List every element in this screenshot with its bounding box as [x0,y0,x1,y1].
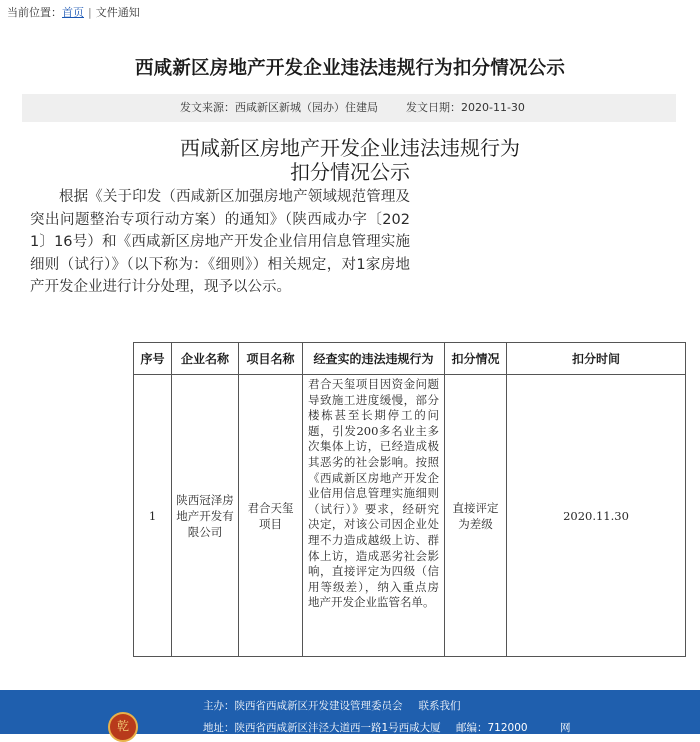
page-title: 西咸新区房地产开发企业违法违规行为扣分情况公示 [134,58,566,79]
header-no: 序号 [134,343,172,375]
contact-us-link[interactable]: 联系我们 [418,700,461,712]
breadcrumb [7,4,140,22]
header-penalty: 扣分情况 [445,343,507,375]
intro-paragraph: 根据《关于印发（西咸新区加强房地产领域规范管理及突出问题整治专项行动方案）的通知》（陕西咸办字〔2021〕16号）和《西咸新区房地产开发企业信用信息管理实施细则（试行）》（以下称为：《细则》）相关规定，对1家房地产开发企业进行计分处理，现予以公示。 [30,189,410,295]
table-row [134,375,686,657]
cell-penalty: 直接评定为差级 [445,375,507,657]
header-company: 企业名称 [172,343,239,375]
footer-postcode: 邮编：712000 [456,722,528,734]
header-time: 扣分时间 [507,343,686,375]
footer-address: 地址：陕西省西咸新区沣泾大道西一路1号西咸大厦 [203,722,441,734]
breadcrumb-label: 当前位置： [7,6,62,19]
document-title [130,136,570,184]
breadcrumb-current: 文件通知 [95,6,140,19]
article-meta-bar [22,94,676,122]
footer-sponsor-row [203,698,461,713]
cell-project: 君合天玺项目 [239,375,303,657]
document-title-line1: 西咸新区房地产开发企业违法违规行为 [180,136,520,160]
site-footer [0,690,700,734]
document-title-line2: 扣分情况公示 [290,160,410,184]
penalty-table [133,342,686,657]
site-emblem-icon [108,712,138,742]
emblem-glyph: 乾 [116,719,129,733]
article-date: 发文日期：2020-11-30 [406,101,525,114]
cell-time: 2020.11.30 [507,375,686,657]
header-project: 项目名称 [239,343,303,375]
footer-sponsor: 主办：陕西省西咸新区开发建设管理委员会 [203,700,403,712]
cell-violation: 君合天玺项目因资金问题导致施工进度缓慢，部分楼栋甚至长期停工的问题，引发200多名业主多次集体上访，已经造成极其恶劣的社会影响。按照《西咸新区房地产开发企业信用信息管理实施细则（试行）》要求，经研究决定，对该公司因企业处理不力造成越级上访、群体上访，造成恶劣社会影响，直接评定为四级（信用等级差），纳入重点房地产开发企业监管名单。 [303,375,445,657]
header-violation: 经查实的违法违规行为 [303,343,445,375]
cell-no: 1 [134,375,172,657]
breadcrumb-home-link[interactable]: 首页 [62,6,84,19]
table-header-row [134,343,686,375]
breadcrumb-separator: | [88,6,92,19]
footer-web-label: 网 [560,722,571,734]
article-source: 发文来源：西咸新区新城（园办）住建局 [180,101,378,114]
cell-company: 陕西冠泽房地产开发有限公司 [172,375,239,657]
